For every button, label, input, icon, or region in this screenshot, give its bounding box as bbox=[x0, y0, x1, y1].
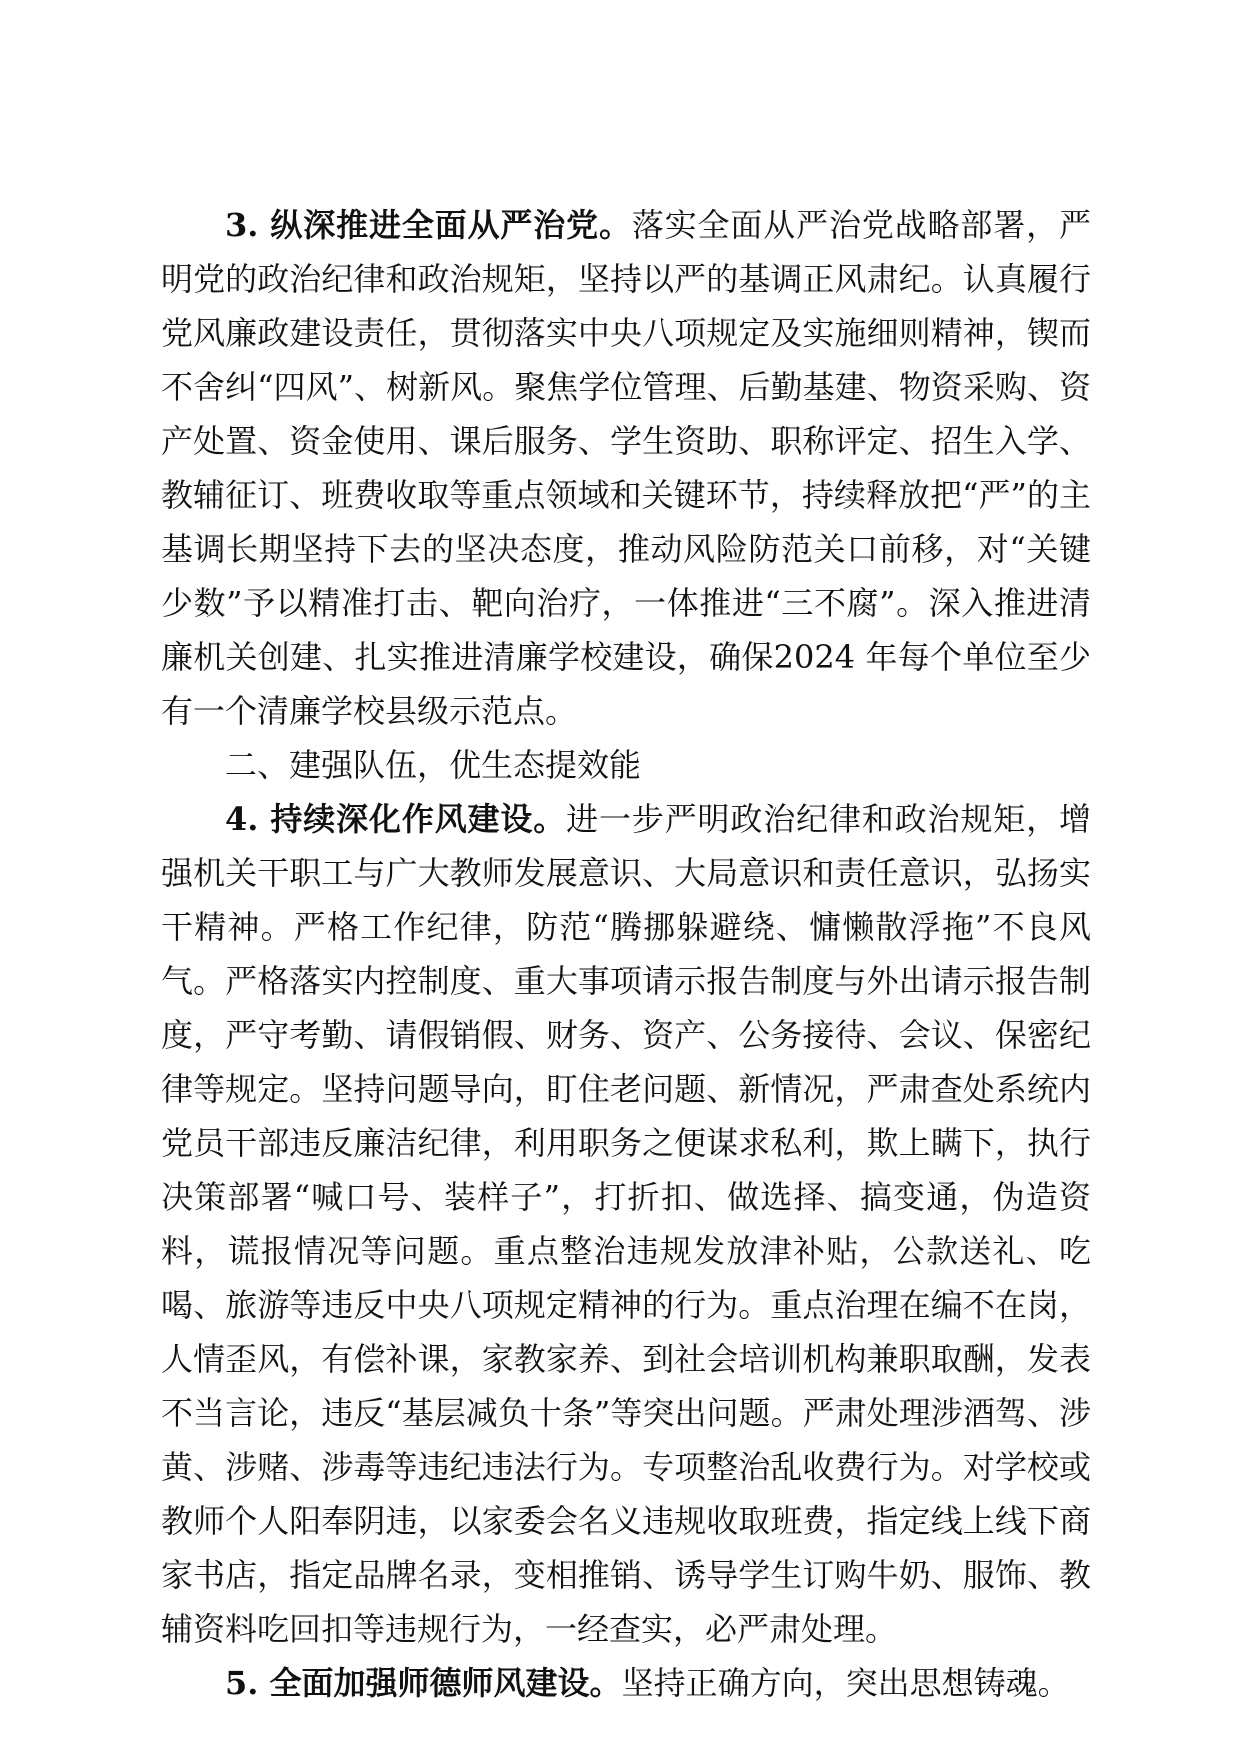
paragraph-item-4 bbox=[161, 792, 1091, 1656]
item-4-body: 进一步严明政治纪律和政治规矩，增强机关干职工与广大教师发展意识、大局意识和责任意识，弘扬实干精神。严格工作纪律，防范“腾挪躲避绕、慵懒散浮拖”不良风气。严格落实内控制度、重大事项请示报告制度与外出请示报告制度，严守考勤、请假销假、财务、资产、公务接待、会议、保密纪律等规定。坚持问题导向，盯住老问题、新情况，严肃查处系统内党员干部违反廉洁纪律，利用职务之便谋求私利，欺上瞒下，执行决策部署“喊口号、装样子”，打折扣、做选择、搞变通，伪造资料，谎报情况等问题。重点整治违规发放津补贴，公款送礼、吃喝、旅游等违反中央八项规定精神的行为。重点治理在编不在岗，人情歪风，有偿补课，家教家养、到社会培训机构兼职取酬，发表不当言论，违反“基层减负十条”等突出问题。严肃处理涉酒驾、涉黄、涉赌、涉毒等违纪违法行为。专项整治乱收费行为。对学校或教师个人阳奉阴违，以家委会名义违规收取班费，指定线上线下商家书店，指定品牌名录，变相推销、诱导学生订购牛奶、服饰、教辅资料吃回扣等违规行为，一经查实，必严肃处理。 bbox=[161, 800, 1091, 1648]
item-5-lead: 5. 全面加强师德师风建设。 bbox=[225, 1664, 622, 1702]
item-3-lead: 3. 纵深推进全面从严治党。 bbox=[225, 206, 632, 244]
item-4-lead: 4. 持续深化作风建设。 bbox=[225, 800, 567, 838]
item-3-body: 落实全面从严治党战略部署，严明党的政治纪律和政治规矩，坚持以严的基调正风肃纪。认真履行党风廉政建设责任，贯彻落实中央八项规定及实施细则精神，锲而不舍纠“四风”、树新风。聚焦学位管理、后勤基建、物资采购、资产处置、资金使用、课后服务、学生资助、职称评定、招生入学、教辅征订、班费收取等重点领域和关键环节，持续释放把“严”的主基调长期坚持下去的坚决态度，推动风险防范关口前移，对“关键少数”予以精准打击、靶向治疗，一体推进“三不腐”。深入推进清廉机关创建、扎实推进清廉学校建设，确保2024 年每个单位至少有一个清廉学校县级示范点。 bbox=[161, 206, 1091, 730]
item-5-body: 坚持正确方向，突出思想铸魂。 bbox=[621, 1664, 1070, 1702]
section-2-heading: 二、建强队伍，优生态提效能 bbox=[225, 746, 642, 784]
paragraph-item-5 bbox=[161, 1656, 1091, 1710]
paragraph-item-3 bbox=[161, 198, 1091, 738]
document-page bbox=[161, 198, 1091, 1710]
